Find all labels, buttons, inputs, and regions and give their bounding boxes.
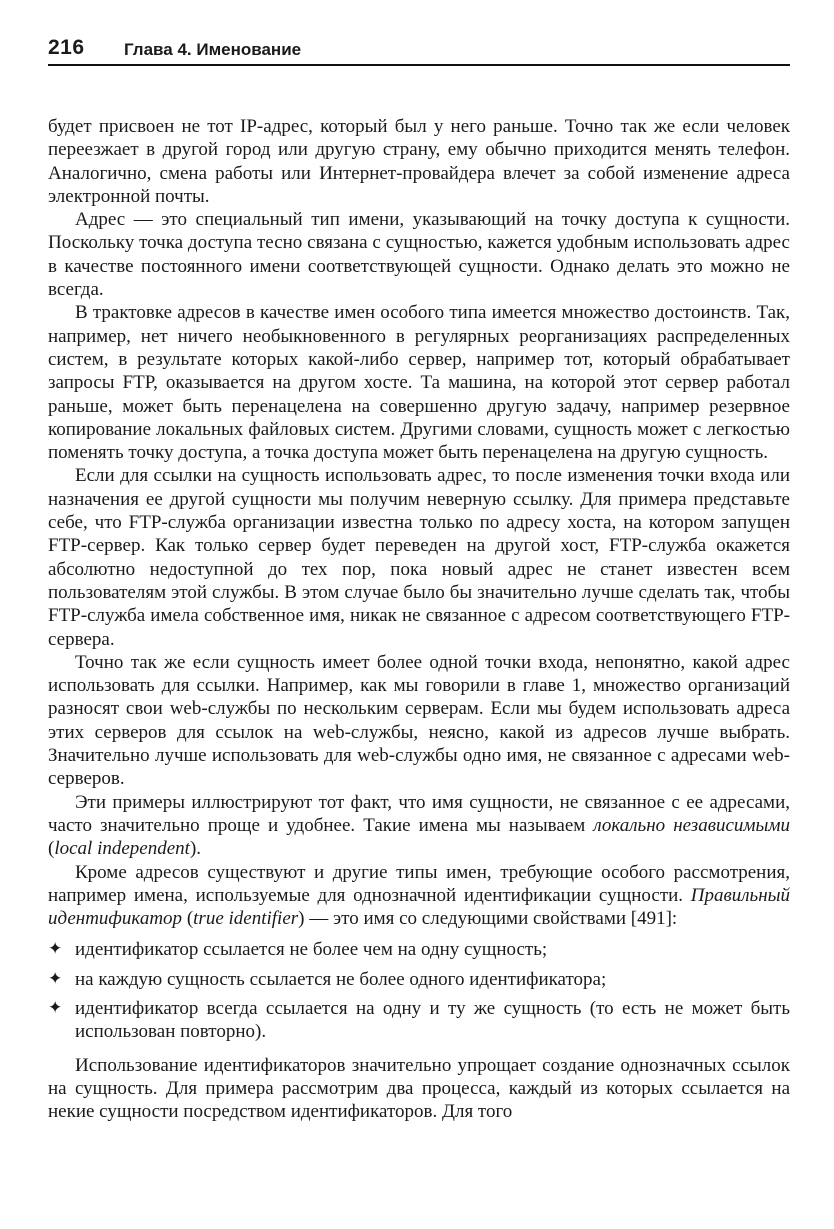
text-run: ( — [48, 838, 55, 860]
list-item-text: идентификатор ссылается не более чем на одну сущность; — [75, 939, 548, 961]
list-item — [48, 997, 790, 1044]
paragraph: Если для ссылки на сущность использовать адрес, то после изменения точки входа или назначения ее другой сущности мы получим неверную ссылку. Для примера представьте себе, что FTP-служба организации известна только по адресу хоста, на котором запущен FTP-сервер. Как только сервер будет переведен на другой хост, FTP-служба окажется абсолютно недоступной до тех пор, пока новый адрес не станет известен всем пользователям этой службы. В этом случае было бы значительно лучше сделать так, чтобы FTP-служба имела собственное имя, никак не связанное с адресом соответствующего FTP-сервера. — [48, 465, 790, 650]
page-number: 216 — [48, 36, 85, 59]
term-italic: локально независимыми — [593, 814, 791, 836]
property-list — [48, 938, 790, 1043]
term-english: local independent — [54, 838, 190, 860]
text-run: Эти примеры иллюстрируют тот факт, что имя сущности, не связанное с ее адресами, часто значительно проще и удобнее. Такие имена мы называем — [48, 791, 790, 836]
running-header — [48, 36, 790, 66]
paragraph — [48, 791, 790, 861]
body-text — [48, 115, 790, 1123]
term-italic: Правильный идентификатор — [48, 884, 790, 930]
term-english: true identifier — [193, 908, 299, 930]
list-item — [48, 938, 790, 961]
bullet-icon: ✦ — [48, 939, 63, 960]
paragraph: В трактовке адресов в качестве имен особого типа имеется множество достоинств. Так, например, нет ничего необыкновенного в регулярных реорганизациях распределенных систем, в результате которых какой-либо сервер, например тот, который обрабатывает запросы FTP, оказывается на другом хосте. Та машина, на которой этот сервер работал раньше, может быть перенацелена на совершенно другую задачу, например резервное копирование локальных файловых систем. Другими словами, сущность может с легкостью поменять точку доступа, а точка доступа может быть перенацелена на другую сущность. — [48, 302, 790, 464]
paragraph: Адрес — это специальный тип имени, указывающий на точку доступа к сущности. Поскольку точка доступа тесно связана с сущностью, кажется удобным использовать адрес в качестве постоянного имени соответствующей сущности. Однако делать это можно не всегда. — [48, 209, 790, 301]
list-item — [48, 968, 790, 991]
paragraph — [48, 861, 790, 931]
text-run: ) — это имя со следующими свойствами [491]: — [298, 908, 678, 930]
bullet-icon: ✦ — [48, 997, 63, 1018]
paragraph: будет присвоен не тот IP-адрес, который был у него раньше. Точно так же если человек переезжает в другой город или другую страну, ему обычно приходится менять телефон. Аналогично, смена работы или Интернет-провайдера влечет за собой изменение адреса электронной почты. — [48, 116, 790, 207]
list-item-text: на каждую сущность ссылается не более одного идентификатора; — [75, 968, 607, 990]
list-item-text: идентификатор всегда ссылается на одну и ту же сущность (то есть не может быть использован повторно). — [75, 997, 790, 1043]
chapter-title: Глава 4. Именование — [124, 40, 302, 59]
text-run: ( — [182, 908, 194, 930]
bullet-icon: ✦ — [48, 968, 63, 989]
paragraph: Точно так же если сущность имеет более одной точки входа, непонятно, какой адрес использовать для ссылки. Например, как мы говорили в главе 1, множество организаций разносят свои web-службы по нескольким серверам. Если мы будем использовать адреса этих серверов для ссылок на web-службы, неясно, какой из адресов лучше выбрать. Значительно лучше использовать для web-службы одно имя, не связанное с адресами web-серверов. — [48, 651, 790, 790]
text-run: Кроме адресов существуют и другие типы имен, требующие особого рассмотрения, например имена, используемые для однозначной идентификации сущности. — [48, 861, 790, 906]
paragraph: Использование идентификаторов значительно упрощает создание однозначных ссылок на сущность. Для примера рассмотрим два процесса, каждый из которых ссылается на некие сущности посредством идентификаторов. Для того — [48, 1054, 790, 1123]
text-run: ). — [189, 838, 202, 860]
